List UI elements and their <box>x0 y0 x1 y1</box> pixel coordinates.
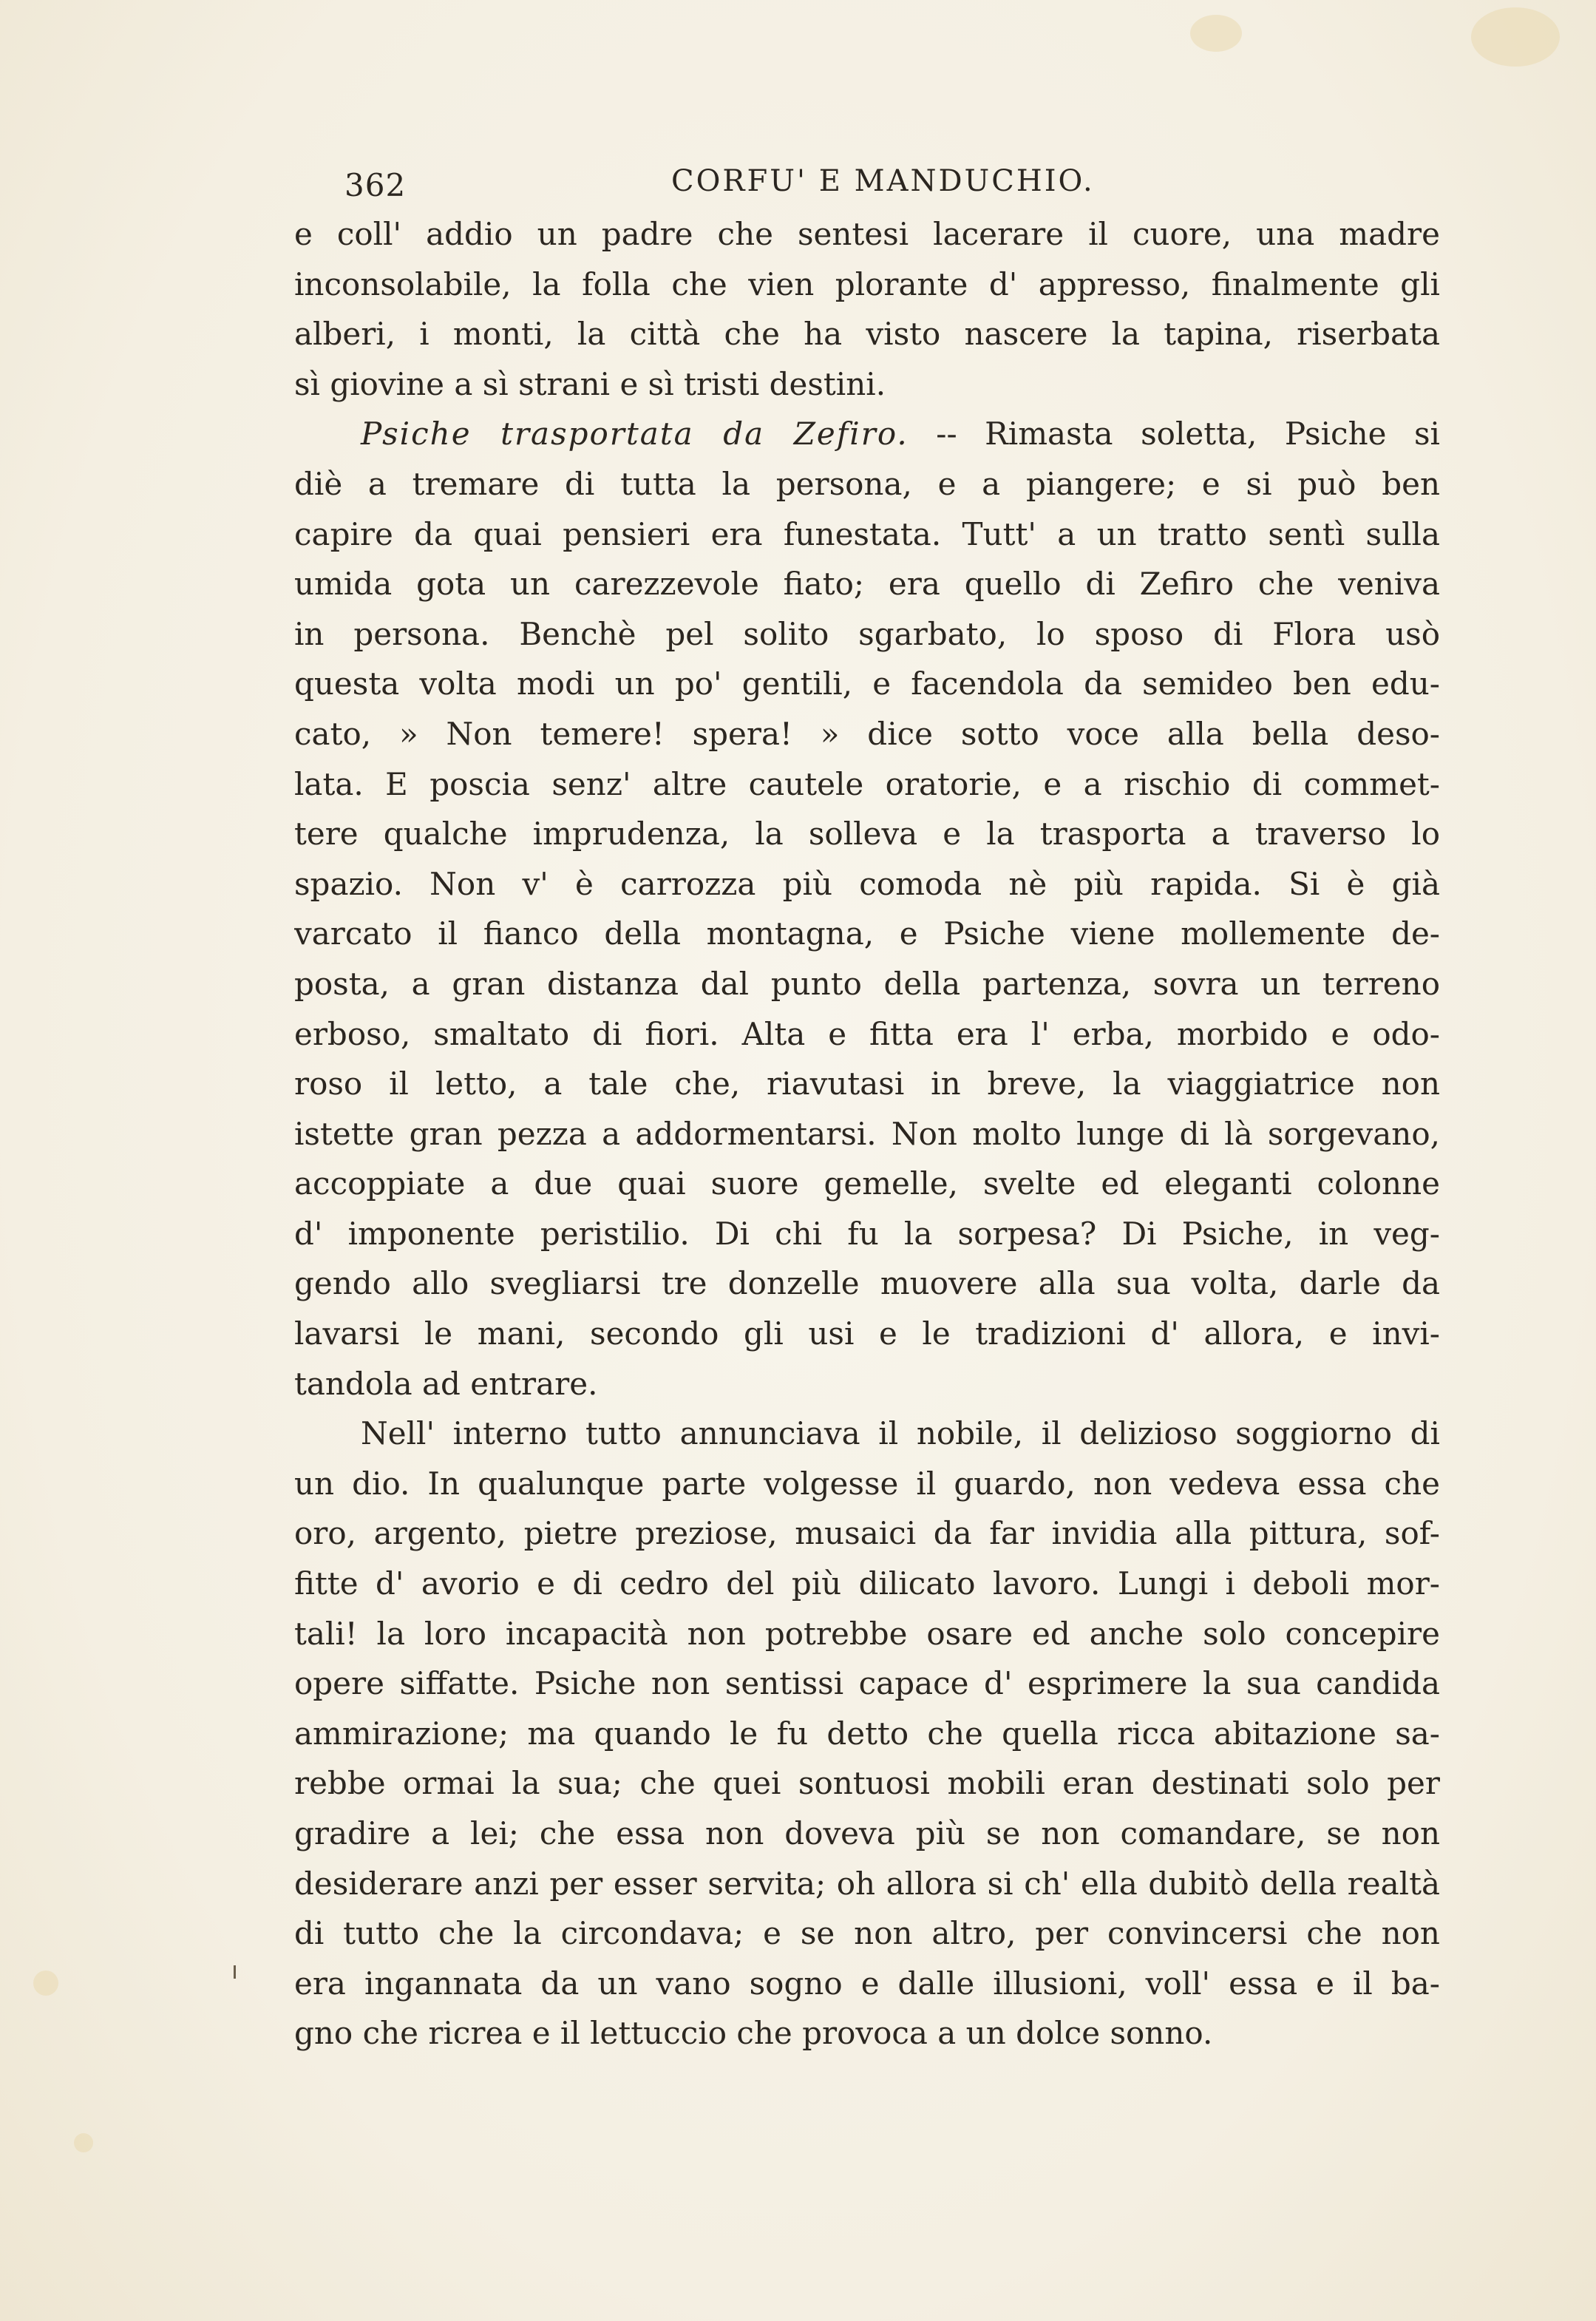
paper-stain <box>1471 7 1560 67</box>
text-line: in persona. Benchè pel solito sgarbato, lo sposo di Flora usò <box>294 615 1440 652</box>
text-line: spazio. Non v' è carrozza più comoda nè più rapida. Si è già <box>294 865 1440 902</box>
running-head: CORFU' E MANDUCHIO. <box>671 164 1095 198</box>
page-header <box>294 157 1440 209</box>
text-line: di tutto che la circondava; e se non altro, per convincersi che non <box>294 1915 1440 1952</box>
text-line: accoppiate a due quai suore gemelle, svelte ed eleganti colonne <box>294 1165 1440 1202</box>
text-line: cato, » Non temere! spera! » dice sotto voce alla bella deso- <box>294 715 1440 752</box>
text-line: gradire a lei; che essa non doveva più se non comandare, se non <box>294 1815 1440 1851</box>
text-line: alberi, i monti, la città che ha visto nascere la tapina, riserbata <box>294 316 1440 353</box>
text-line-content: -- Rimasta soletta, Psiche si <box>908 416 1440 453</box>
paper-stain <box>74 2133 93 2152</box>
text-line: rebbe ormai la sua; che quei sontuosi mobili eran destinati solo per <box>294 1765 1440 1802</box>
text-line: era ingannata da un vano sogno e dalle illusioni, voll' essa e il ba- <box>294 1965 1440 2002</box>
text-line: gno che ricrea e il lettuccio che provoca a un dolce sonno. <box>294 2015 1213 2052</box>
paper-stain <box>1190 15 1242 52</box>
text-line: desiderare anzi per esser servita; oh allora si ch' ella dubitò della realtà <box>294 1865 1440 1902</box>
text-line: tere qualche imprudenza, la solleva e la trasporta a traverso lo <box>294 816 1440 853</box>
text-line: varcato il fianco della montagna, e Psiche viene mollemente de- <box>294 915 1440 952</box>
text-line: capire da quai pensieri era funestata. Tutt' a un tratto sentì sulla <box>294 515 1440 552</box>
text-line: istette gran pezza a addormentarsi. Non molto lunge di là sorgevano, <box>294 1115 1440 1152</box>
text-line: lavarsi le mani, secondo gli usi e le tradizioni d' allora, e invi- <box>294 1315 1440 1352</box>
text-line: gendo allo svegliarsi tre donzelle muovere alla sua volta, darle da <box>294 1265 1440 1302</box>
page-number: 362 <box>344 167 407 203</box>
text-line: oro, argento, pietre preziose, musaici da far invidia alla pittura, sof- <box>294 1515 1440 1552</box>
text-line: inconsolabile, la folla che vien plorante d' appresso, finalmente gli <box>294 265 1440 302</box>
text-line: fitte d' avorio e di cedro del più dilicato lavoro. Lungi i deboli mor- <box>294 1565 1440 1602</box>
text-line: roso il letto, a tale che, riavutasi in breve, la viaggiatrice non <box>294 1065 1440 1102</box>
paper-stain <box>33 1971 58 1996</box>
section-side-heading: Psiche trasportata da Zefiro. <box>361 416 909 453</box>
text-line: Nell' interno tutto annunciava il nobile, il delizioso soggiorno di <box>361 1415 1440 1452</box>
paper-mark <box>234 1965 236 1979</box>
text-line: ammirazione; ma quando le fu detto che quella ricca abitazione sa- <box>294 1715 1440 1752</box>
text-line: umida gota un carezzevole fiato; era quello di Zefiro che veniva <box>294 566 1440 603</box>
text-line: sì giovine a sì strani e sì tristi destini. <box>294 365 886 402</box>
text-line: tandola ad entrare. <box>294 1365 598 1402</box>
text-line: e coll' addio un padre che sentesi lacerare il cuore, una madre <box>294 216 1440 252</box>
text-line: tali! la loro incapacità non potrebbe osare ed anche solo concepire <box>294 1615 1440 1652</box>
text-line: questa volta modi un po' gentili, e facendola da semideo ben edu- <box>294 665 1440 702</box>
text-line: diè a tremare di tutta la persona, e a piangere; e si può ben <box>294 465 1440 502</box>
text-line: un dio. In qualunque parte volgesse il guardo, non vedeva essa che <box>294 1465 1440 1502</box>
text-line: posta, a gran distanza dal punto della partenza, sovra un terreno <box>294 965 1440 1002</box>
text-line: lata. E poscia senz' altre cautele oratorie, e a rischio di commet- <box>294 765 1440 802</box>
text-line: d' imponente peristilio. Di chi fu la sorpesa? Di Psiche, in veg- <box>294 1215 1440 1252</box>
text-line: opere siffatte. Psiche non sentissi capace d' esprimere la sua candida <box>294 1665 1440 1702</box>
text-line <box>294 409 1440 459</box>
body-text <box>294 209 1440 2059</box>
text-line: erboso, smaltato di fiori. Alta e fitta era l' erba, morbido e odo- <box>294 1015 1440 1052</box>
